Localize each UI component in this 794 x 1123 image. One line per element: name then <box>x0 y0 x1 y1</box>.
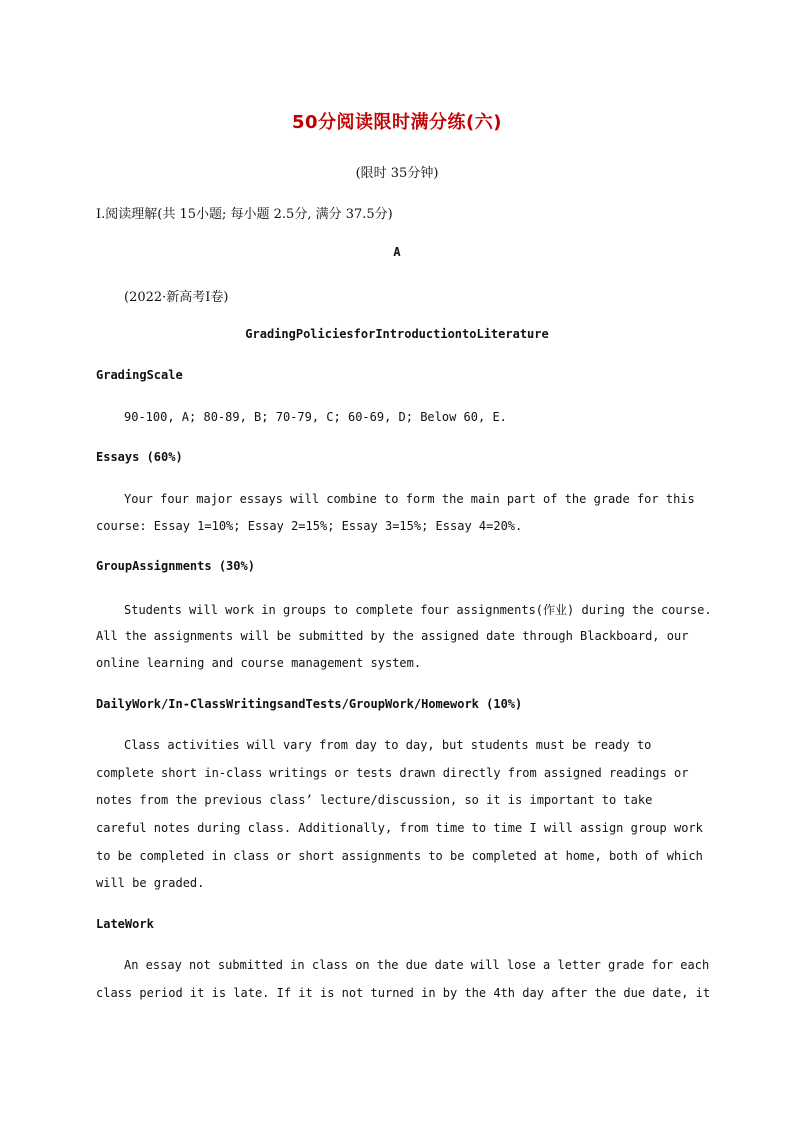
daily-work-line: complete short in-class writings or tests drawn directly from assigned readings or <box>96 766 689 780</box>
daily-work-line: Class activities will vary from day to day, but students must be ready to <box>124 738 652 752</box>
essays-heading: Essays (60%) <box>96 450 183 464</box>
group-assignments-heading: GroupAssignments (30%) <box>96 559 255 573</box>
late-work-heading: LateWork <box>96 917 154 931</box>
passage-title: GradingPoliciesforIntroductiontoLiterature <box>245 327 549 341</box>
time-limit: (限时 35分钟) <box>355 166 439 181</box>
daily-work-line: to be completed in class or short assignments to be completed at home, both of which <box>96 849 703 863</box>
daily-work-line: notes from the previous class’ lecture/discussion, so it is important to take <box>96 793 653 807</box>
daily-work-heading: DailyWork/In-ClassWritingsandTests/GroupWork/Homework (10%) <box>96 697 523 711</box>
passage-letter: A <box>393 245 401 259</box>
section-heading: Ⅰ.阅读理解(共 15小题; 每小题 2.5分, 满分 37.5分) <box>96 207 393 222</box>
essays-line: Your four major essays will combine to form the main part of the grade for this <box>124 492 695 506</box>
essays-line: course: Essay 1=10%; Essay 2=15%; Essay 3=15%; Essay 4=20%. <box>96 519 523 533</box>
late-work-line: An essay not submitted in class on the due date will lose a letter grade for each <box>124 958 710 972</box>
grading-scale-line: 90-100, A; 80-89, B; 70-79, C; 60-69, D; Below 60, E. <box>124 410 507 424</box>
group-assignments-line: Students will work in groups to complete four assignments(作业) during the course. <box>124 603 712 617</box>
grading-scale-heading: GradingScale <box>96 368 183 382</box>
daily-work-line: careful notes during class. Additionally, from time to time I will assign group work <box>96 821 703 835</box>
group-assignments-line: All the assignments will be submitted by the assigned date through Blackboard, our <box>96 629 689 643</box>
passage-source: (2022·新高考Ⅰ卷) <box>124 290 229 305</box>
late-work-line: class period it is late. If it is not turned in by the 4th day after the due date, it <box>96 986 711 1000</box>
document-title: 50分阅读限时满分练(六) <box>291 112 502 133</box>
group-assignments-line: online learning and course management system. <box>96 656 422 670</box>
daily-work-line: will be graded. <box>96 876 205 890</box>
